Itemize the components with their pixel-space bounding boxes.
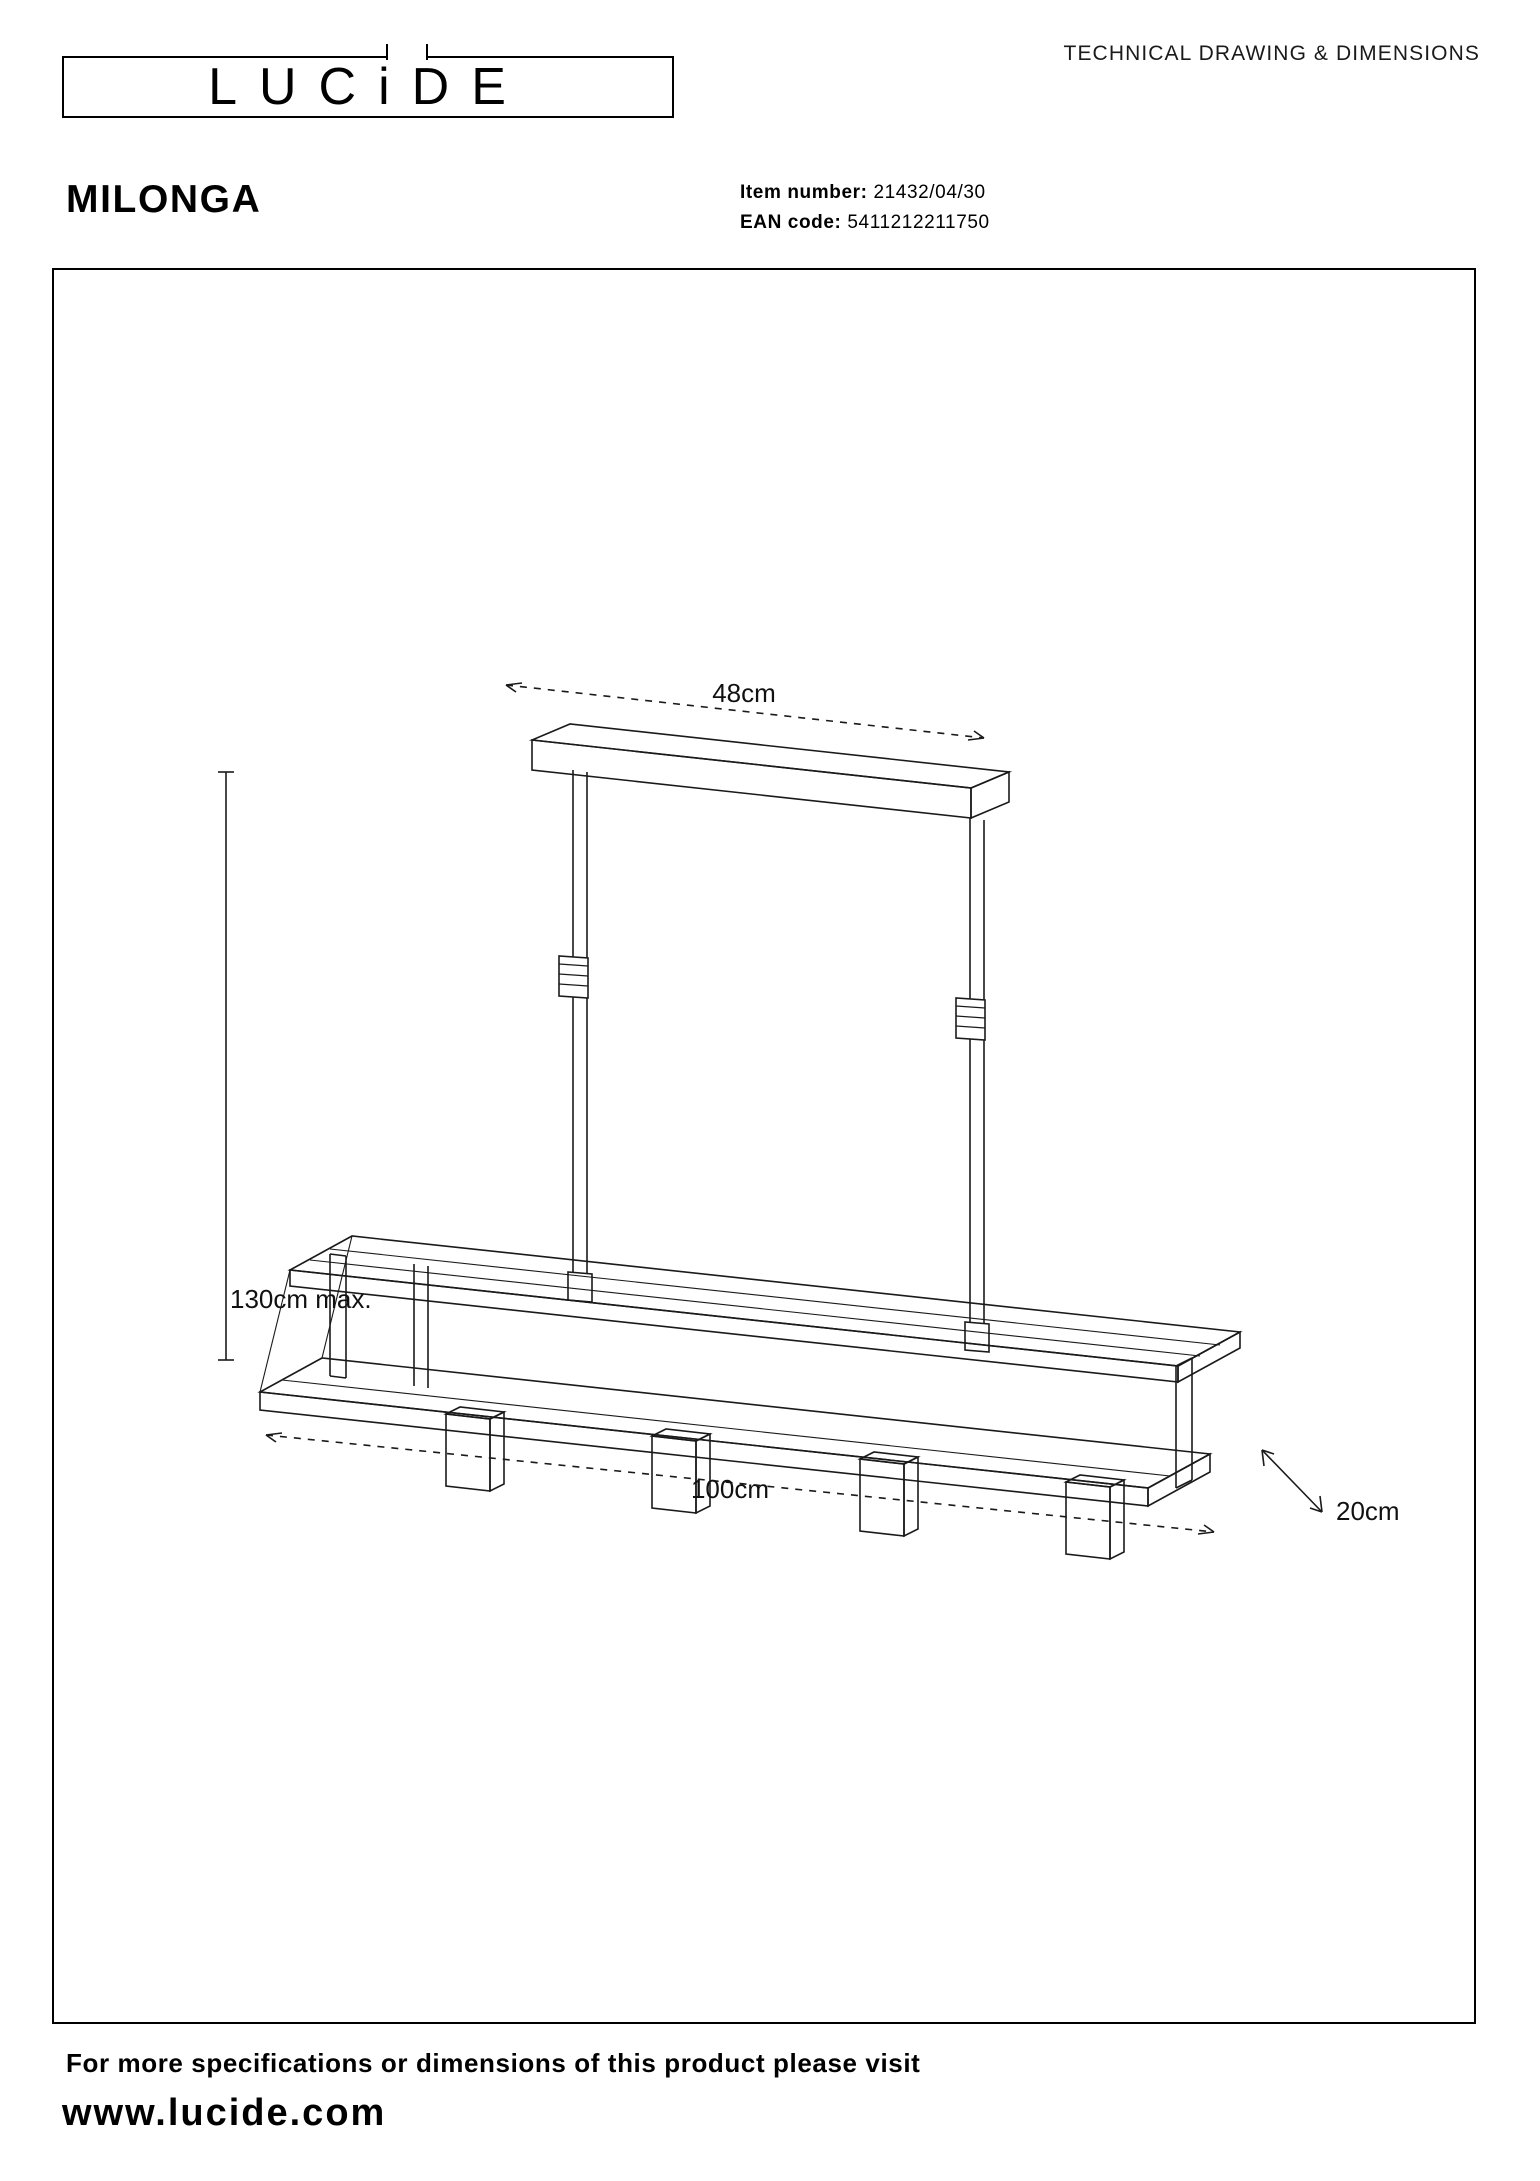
ean-value: 5411212211750 (847, 212, 990, 233)
dimension-arrow-length-right (1198, 1525, 1214, 1534)
label-length-100cm: 100cm (690, 1474, 770, 1504)
product-meta (740, 178, 990, 238)
dimension-line-depth (1262, 1450, 1322, 1512)
footer-text: For more specifications or dimensions of this product please visit (66, 2048, 921, 2078)
lamp-left-end (260, 1236, 352, 1392)
label-depth-20cm: 20cm (1336, 1496, 1400, 1526)
page-title: MILONGA (66, 178, 262, 221)
dimension-arrow-left (506, 683, 522, 692)
dimension-arrow-length-left (266, 1433, 282, 1442)
suspension-rod-left (559, 770, 592, 1302)
technical-drawing-frame (52, 268, 1476, 2024)
item-number-row (740, 178, 990, 208)
footer-website[interactable]: www.lucide.com (62, 2092, 387, 2134)
ean-row (740, 208, 990, 238)
lamp-upper-rail (290, 1236, 1240, 1382)
item-number-label: Item number: (740, 182, 868, 203)
technical-drawing (54, 270, 1478, 2026)
document-type-label: TECHNICAL DRAWING & DIMENSIONS (1063, 42, 1480, 65)
item-number-value: 21432/04/30 (873, 182, 986, 203)
label-width-48cm: 48cm (712, 678, 776, 708)
lamp-head-3 (860, 1452, 918, 1536)
ean-label: EAN code: (740, 212, 842, 233)
ceiling-plate (532, 724, 1009, 818)
lamp-head-1 (446, 1407, 504, 1491)
suspension-rod-right (956, 818, 989, 1352)
dimension-arrow-right (968, 731, 984, 740)
logo-wordmark: LUCiDE (208, 58, 528, 116)
brand-logo (62, 38, 678, 122)
label-height-130cm: 130cm max. (230, 1284, 372, 1314)
